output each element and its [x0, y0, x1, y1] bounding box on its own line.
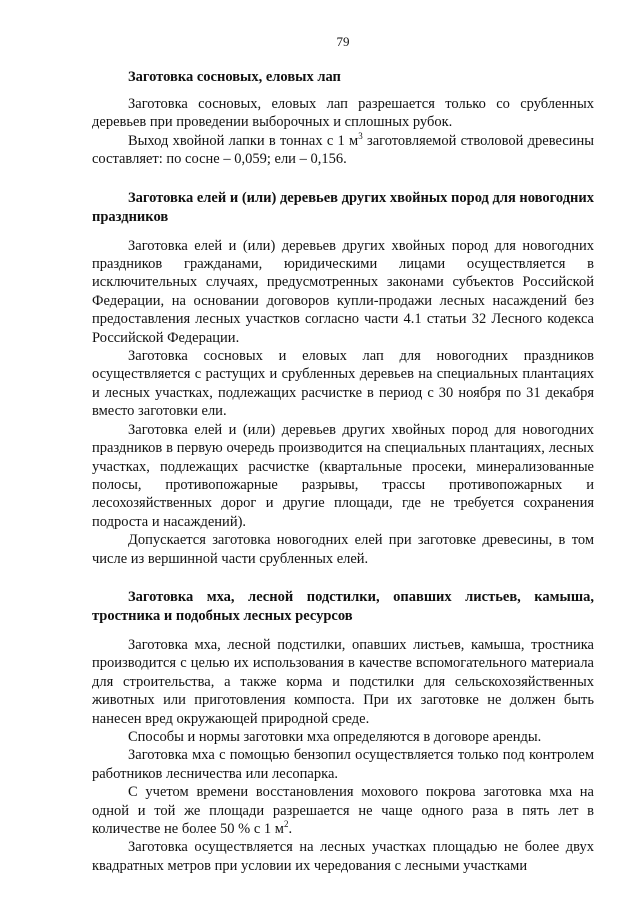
- paragraph-area: [92, 783, 594, 838]
- text-run: Выход хвойной лапки в тоннах с 1 м: [128, 132, 359, 149]
- section-heading: Заготовка мха, лесной подстилки, опавших листьев, камыша, тростника и подобных лесных ресурсов: [92, 588, 594, 624]
- paragraph: Допускается заготовка новогодних елей при заготовке древесины, в том числе из вершинной части срубленных елей.: [92, 532, 594, 567]
- superscript: 3: [358, 130, 363, 141]
- paragraph: Способы и нормы заготовки мха определяются в договоре аренды.: [128, 728, 542, 745]
- paragraph: Заготовка мха с помощью бензопил осуществляется только под контролем работников лесничества или лесопарка.: [92, 747, 594, 782]
- page-number: 79: [336, 34, 350, 49]
- text-run: С учетом времени восстановления мохового покрова заготовка мха на одной и той же площади разрешается не чаще одного раза в пять лет в количестве не более 50 % с 1 м: [92, 784, 594, 837]
- section-spruce-pine-branches: [92, 68, 594, 169]
- section-new-year-trees: [92, 189, 594, 568]
- section-heading: Заготовка елей и (или) деревьев других хвойных пород для новогодних праздников: [92, 189, 594, 225]
- paragraph: Заготовка елей и (или) деревьев других хвойных пород для новогодних праздников в первую очередь производится на специальных плантациях, лесных участках, подлежащих расчистке (квартальные просеки, минерализованные полосы, противопожарные разрывы, трассы противопожарных и лесохозяйственных дорог и другие площади, где не требуется сохранения подроста и насаждений).: [92, 421, 594, 530]
- section-moss-litter: [92, 588, 594, 875]
- section-heading: Заготовка сосновых, еловых лап: [128, 69, 341, 85]
- paragraph: Заготовка мха, лесной подстилки, опавших листьев, камыша, тростника производится с целью их использования в качестве вспомогательного материала для строительства, а также корма и подстилки для сельскохозяйственных животных или приготовления компоста. При их заготовке не должен быть нанесен вред окружающей природной среде.: [92, 636, 594, 727]
- paragraph: Заготовка сосновых, еловых лап разрешается только со срубленных деревьев при проведении выборочных и сплошных рубок.: [92, 96, 594, 131]
- text-run: .: [288, 821, 293, 837]
- paragraph: Заготовка елей и (или) деревьев других хвойных пород для новогодних праздников гражданами, юридическими лицами осуществляется в исключительных случаях, предусмотренных законами субъектов Российской Федерации, на основании договоров купли-продажи лесных насаждений без предоставления лесных участков согласно части 4.1 статьи 32 Лесного кодекса Российской Федерации.: [92, 237, 594, 346]
- paragraph-yield: [92, 132, 594, 169]
- paragraph: Заготовка осуществляется на лесных участках площадью не более двух квадратных метров при условии их чередования с лесными участками: [92, 839, 594, 874]
- paragraph: Заготовка сосновых и еловых лап для новогодних праздников осуществляется с растущих и срубленных деревьев на специальных плантациях и лесных участках, подлежащих расчистке в период с 30 ноября по 31 декабря вместо заготовки ели.: [92, 348, 594, 420]
- superscript: 2: [283, 819, 289, 829]
- text-run: заготовляемой стволовой древесины составляет: по сосне – 0,059; ели – 0,156.: [92, 132, 595, 168]
